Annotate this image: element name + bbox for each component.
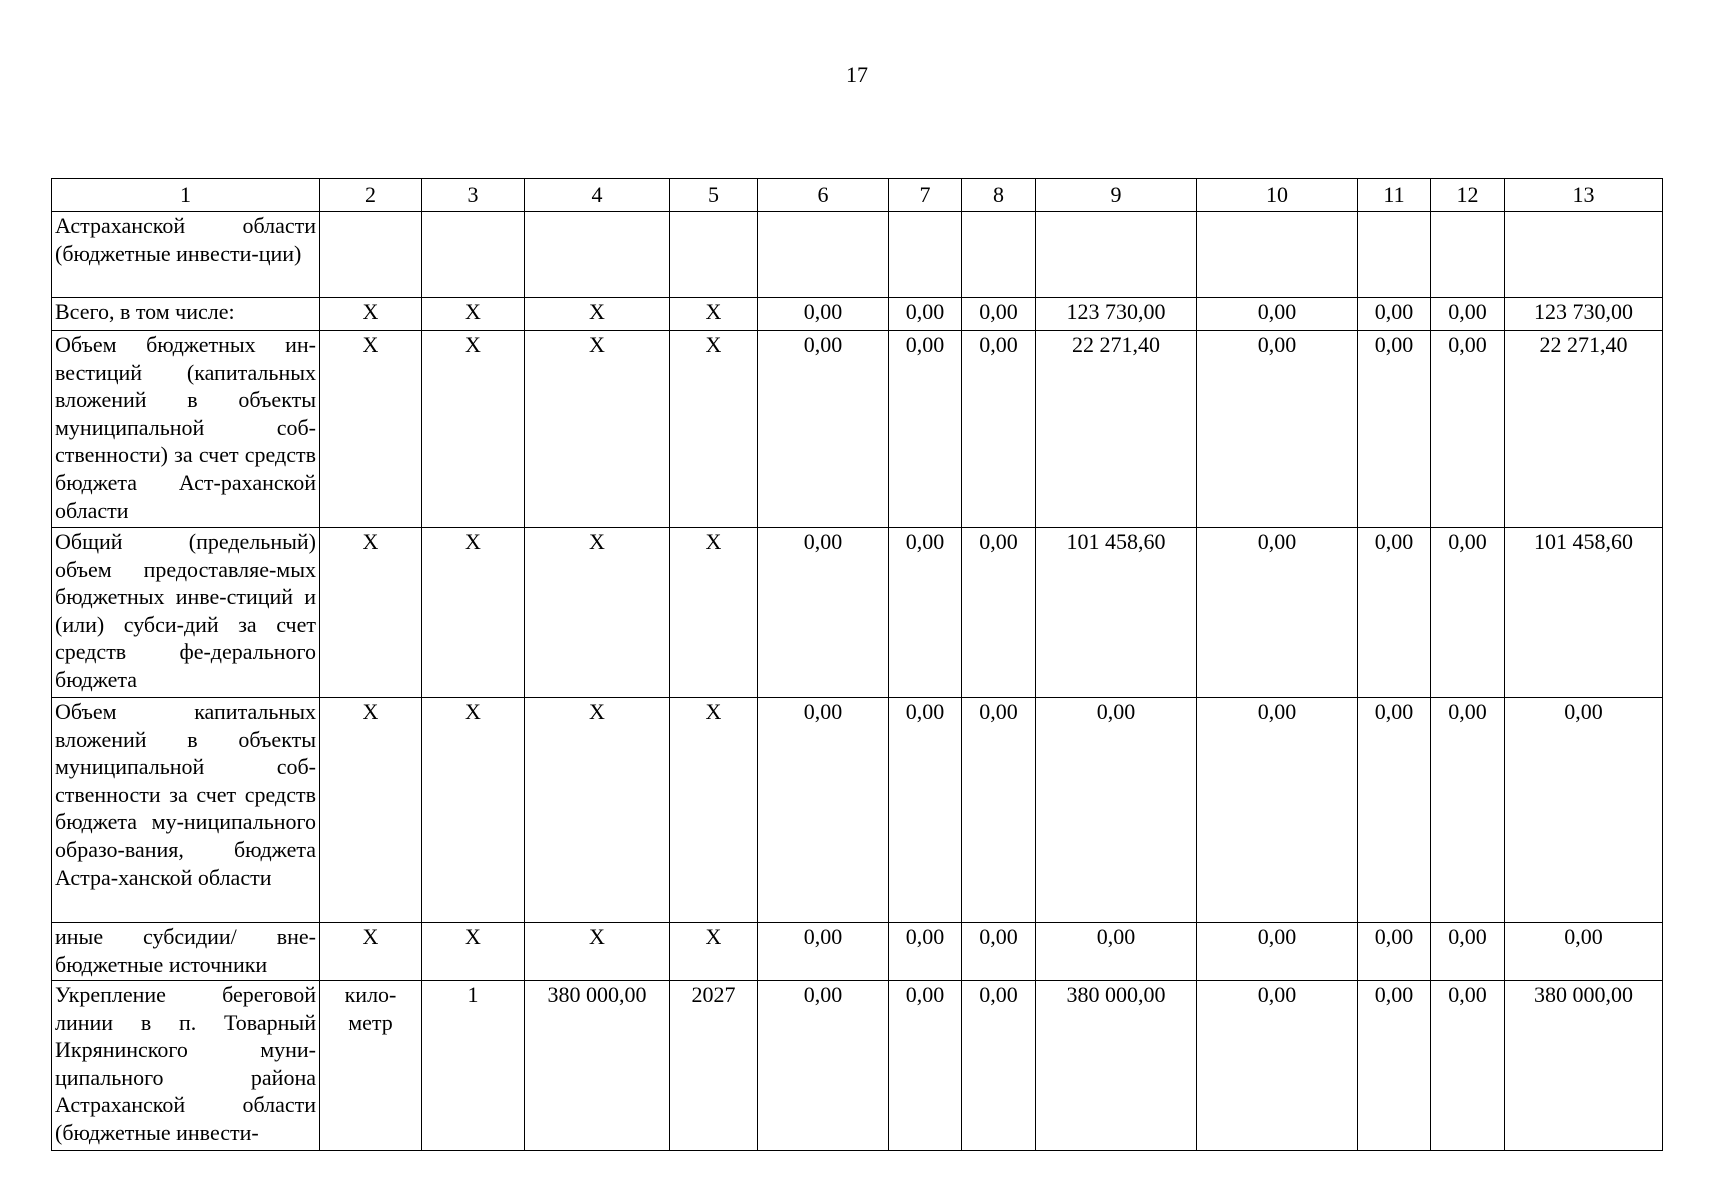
table-cell: 0,00: [1036, 698, 1197, 923]
table-cell: 0,00: [1358, 528, 1431, 698]
table-cell: 0,00: [758, 981, 889, 1151]
table-cell: [525, 212, 670, 298]
table-cell: 101 458,60: [1036, 528, 1197, 698]
column-header: 3: [422, 179, 525, 212]
table-cell: 0,00: [758, 331, 889, 528]
table-cell: 123 730,00: [1036, 298, 1197, 331]
table-cell: 0,00: [889, 698, 962, 923]
table-cell: [320, 212, 422, 298]
column-header: 13: [1505, 179, 1663, 212]
table-cell: Х: [525, 698, 670, 923]
table-cell: 0,00: [1358, 298, 1431, 331]
table-cell: [758, 212, 889, 298]
table-cell: 0,00: [1505, 923, 1663, 981]
row-description: Объем бюджетных ин-вестиций (капитальных вложений в объекты муниципальной соб-ственности) за счет средств бюджета Аст-раханской области: [52, 331, 320, 528]
table-row: [52, 528, 1663, 698]
table-cell: 0,00: [962, 298, 1036, 331]
table-cell: Х: [422, 298, 525, 331]
header-row: [52, 179, 1663, 212]
table-cell: Х: [320, 698, 422, 923]
table-cell: Х: [525, 298, 670, 331]
table-row: [52, 923, 1663, 981]
table-cell: Х: [670, 698, 758, 923]
table-cell: 0,00: [1431, 981, 1505, 1151]
table-cell: Х: [422, 528, 525, 698]
table-cell: 22 271,40: [1505, 331, 1663, 528]
table-cell: 0,00: [1431, 331, 1505, 528]
row-description: иные субсидии/ вне-бюджетные источники: [52, 923, 320, 981]
table-cell: 0,00: [758, 528, 889, 698]
column-header: 12: [1431, 179, 1505, 212]
table-cell: 0,00: [758, 923, 889, 981]
column-header: 9: [1036, 179, 1197, 212]
table-cell: 0,00: [962, 981, 1036, 1151]
row-description: Укрепление береговой линии в п. Товарный Икрянинского муни-ципального района Астраханской области (бюджетные инвести-: [52, 981, 320, 1151]
table-cell: 0,00: [889, 331, 962, 528]
table-cell: 0,00: [1197, 298, 1358, 331]
table-cell: Х: [525, 528, 670, 698]
table-cell: 0,00: [1358, 331, 1431, 528]
table-cell: Х: [670, 528, 758, 698]
table-cell: Х: [670, 923, 758, 981]
column-header: 2: [320, 179, 422, 212]
table-cell: Х: [422, 923, 525, 981]
table-cell: 0,00: [889, 923, 962, 981]
table-cell: 0,00: [1197, 981, 1358, 1151]
table-cell: Х: [320, 923, 422, 981]
column-header: 6: [758, 179, 889, 212]
table-cell: [670, 212, 758, 298]
column-header: 8: [962, 179, 1036, 212]
table-cell: 380 000,00: [1505, 981, 1663, 1151]
table-cell: 0,00: [1036, 923, 1197, 981]
row-description: Астраханской области (бюджетные инвести-ции): [52, 212, 320, 298]
table-cell: [422, 212, 525, 298]
table-cell: 0,00: [1197, 331, 1358, 528]
table-cell: 0,00: [962, 528, 1036, 698]
table-cell: 0,00: [1197, 923, 1358, 981]
table-cell: 0,00: [1358, 981, 1431, 1151]
table-cell: Х: [670, 298, 758, 331]
table-cell: 0,00: [962, 923, 1036, 981]
table-cell: [1431, 212, 1505, 298]
table-cell: Х: [422, 698, 525, 923]
table-cell: Х: [320, 331, 422, 528]
table-cell: 0,00: [758, 298, 889, 331]
table-cell: 0,00: [962, 331, 1036, 528]
row-description: Общий (предельный) объем предоставляе-мых бюджетных инве-стиций и (или) субси-дий за счет средств фе-дерального бюджета: [52, 528, 320, 698]
column-header: 4: [525, 179, 670, 212]
table-cell: 0,00: [1431, 298, 1505, 331]
row-description: Всего, в том числе:: [52, 298, 320, 331]
budget-table: [51, 178, 1663, 1151]
table-cell: 2027: [670, 981, 758, 1151]
column-header: 11: [1358, 179, 1431, 212]
table-cell: 0,00: [1431, 528, 1505, 698]
table-cell: 0,00: [1431, 923, 1505, 981]
table-cell: Х: [525, 331, 670, 528]
column-header: 10: [1197, 179, 1358, 212]
table-cell: [1505, 212, 1663, 298]
table-cell: [1358, 212, 1431, 298]
table-row: [52, 981, 1663, 1151]
table-cell: 0,00: [889, 528, 962, 698]
table-cell: 0,00: [1197, 698, 1358, 923]
table-cell: 0,00: [962, 698, 1036, 923]
table-cell: 1: [422, 981, 525, 1151]
column-header: 5: [670, 179, 758, 212]
table-row: [52, 212, 1663, 298]
table-cell: [1197, 212, 1358, 298]
table-cell: 0,00: [1505, 698, 1663, 923]
table-cell: 101 458,60: [1505, 528, 1663, 698]
page-number: 17: [846, 62, 868, 87]
table-row: [52, 331, 1663, 528]
table-cell: Х: [320, 298, 422, 331]
table-cell: 22 271,40: [1036, 331, 1197, 528]
table-cell: [889, 212, 962, 298]
table-cell: 0,00: [889, 981, 962, 1151]
table-cell: 123 730,00: [1505, 298, 1663, 331]
table-cell: 0,00: [1197, 528, 1358, 698]
table-cell: Х: [525, 923, 670, 981]
row-description: Объем капитальных вложений в объекты муниципальной соб-ственности за счет средств бюджета му-ниципального образо-вания, бюджета Астра-ханской области: [52, 698, 320, 923]
table-cell: 0,00: [1358, 923, 1431, 981]
table-row: [52, 698, 1663, 923]
table-cell: [962, 212, 1036, 298]
table-cell: Х: [670, 331, 758, 528]
column-header: 7: [889, 179, 962, 212]
column-header: 1: [52, 179, 320, 212]
table-cell: кило-метр: [320, 981, 422, 1151]
table-cell: 380 000,00: [525, 981, 670, 1151]
table-row: [52, 298, 1663, 331]
table-cell: 380 000,00: [1036, 981, 1197, 1151]
table-cell: [1036, 212, 1197, 298]
table-cell: Х: [422, 331, 525, 528]
table-cell: Х: [320, 528, 422, 698]
table-cell: 0,00: [1431, 698, 1505, 923]
table-cell: 0,00: [889, 298, 962, 331]
table-cell: 0,00: [758, 698, 889, 923]
table-cell: 0,00: [1358, 698, 1431, 923]
